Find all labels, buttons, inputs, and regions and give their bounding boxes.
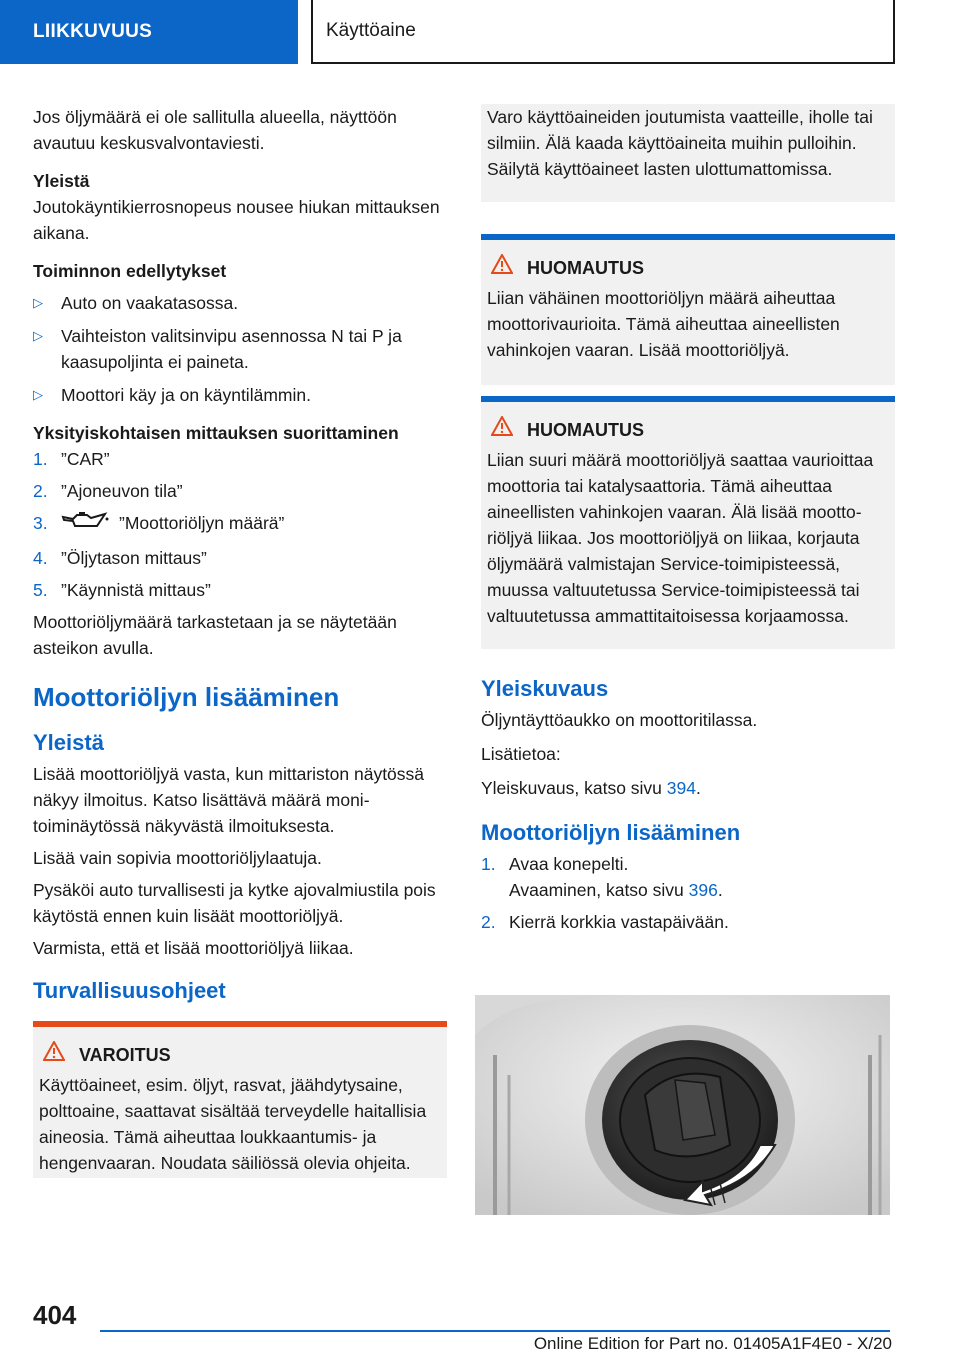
intro-paragraph: Jos öljymäärä ei ole sallitulla alueella, näyttöön avautuu keskusvalvontaviesti. <box>33 107 397 153</box>
step-number: 1. <box>481 854 496 874</box>
warning-continued-box <box>481 104 895 202</box>
step-item <box>33 545 447 571</box>
reference-end: . <box>695 778 701 798</box>
warning-title <box>39 1041 441 1068</box>
oil-filler-cap-illustration <box>475 995 890 1215</box>
general-text: Joutokäyntikierrosnopeus nousee hiukan mittauksen aikana. <box>33 197 440 243</box>
general2-p4: Varmista, että et lisää moottoriöljyä liikaa. <box>33 938 354 958</box>
list-item <box>33 382 447 408</box>
notice-title-text: HUOMAUTUS <box>527 257 644 278</box>
list-item <box>33 290 447 316</box>
step-number: 2. <box>481 912 496 932</box>
section-tab <box>0 0 298 64</box>
steps-list <box>33 446 447 603</box>
left-column <box>33 104 447 1178</box>
step-number: 4. <box>33 548 48 568</box>
notice-title <box>487 416 889 443</box>
warning-triangle-icon <box>487 254 527 281</box>
page-number: 404 <box>33 1300 77 1330</box>
step-text: Kierrä korkkia vastapäivään. <box>509 912 729 932</box>
general2-title: Yleistä <box>33 730 104 755</box>
list-item-text: Vaihteiston valitsinvipu asennossa N tai P ja kaasupoljinta ei paineta. <box>61 326 402 372</box>
overview-text: Öljyntäyttöaukko on moottoritilassa. <box>481 710 758 730</box>
step-text: ”Ajoneuvon tila” <box>61 481 183 501</box>
safety-title: Turvallisuusohjeet <box>33 978 226 1003</box>
step-text: ”Moottoriöljyn määrä” <box>119 513 285 534</box>
step-number: 1. <box>33 449 48 469</box>
page-link-394[interactable]: 394 <box>666 778 696 798</box>
notice-title <box>487 254 889 281</box>
general-title: Yleistä <box>33 171 90 191</box>
result-text: Moottoriöljymäärä tarkastetaan ja se näytetään asteikon avulla. <box>33 612 397 658</box>
step-number: 3. <box>33 513 48 533</box>
triangle-bullet-icon: ▷ <box>33 328 43 343</box>
warning-continued-text: Varo käyttöaineiden joutumista vaatteille, iholle tai silmiin. Älä kaada käyttöaineita muihin pulloihin. Säilytä käyttöaineet lasten ulottumattomissa. <box>487 107 873 179</box>
step-text: Avaa konepelti. <box>509 854 629 874</box>
step-item <box>33 478 447 504</box>
step-item <box>33 510 447 539</box>
right-column <box>481 104 895 941</box>
add-oil-title: Moottoriöljyn lisääminen <box>481 820 741 845</box>
overview-title: Yleiskuvaus <box>481 676 609 701</box>
notice-text: Liian vähäinen moottoriöljyn määrä aiheuttaa moottorivaurioita. Tämä aiheuttaa aineellisten vahinkojen vaaran. Lisää moottoriöljyä. <box>487 288 840 360</box>
main-heading: Moottoriöljyn lisääminen <box>33 682 340 712</box>
triangle-bullet-icon: ▷ <box>33 295 43 310</box>
notice-text: Liian suuri määrä moottoriöljyä saattaa vaurioittaa moottoria tai katalysaattoria. Tämä aiheuttaa aineellisten vahinkojen vaaran. Älä lisää moottoriöljyä liikaa. Jos moottoriöljyä on liikaa, korjauta öljymäärä valmistajan Service-toimipisteessä, muussa valtuutetussa Service-toimipisteessä tai valtuutetussa ammattitaitoisessa korjaamossa. <box>487 450 874 626</box>
general2-p1: Lisää moottoriöljyä vasta, kun mittariston näytössä näkyy ilmoitus. Katso lisättävä määrä monitoiminäytössä näkyvästä ilmoituksesta. <box>33 764 425 836</box>
section-title: LIIKKUVUUS <box>33 21 153 42</box>
step-text: ”CAR” <box>61 449 110 469</box>
step-item <box>33 577 447 603</box>
list-item-text: Moottori käy ja on käyntilämmin. <box>61 385 311 405</box>
detailed-title: Yksityiskohtaisen mittauksen suorittaminen <box>33 423 399 443</box>
chapter-header <box>311 0 895 64</box>
oil-can-icon <box>61 510 109 539</box>
notice-box-1 <box>481 234 895 385</box>
footer-divider <box>100 1330 890 1332</box>
step-number: 2. <box>33 481 48 501</box>
prereq-list <box>33 290 447 408</box>
step-text: ”Öljytason mittaus” <box>61 548 207 568</box>
warning-triangle-icon <box>39 1041 79 1068</box>
more-info-label: Lisätietoa: <box>481 744 561 764</box>
edition-footer: Online Edition for Part no. 01405A1F4E0 - X/20 <box>533 1334 892 1353</box>
step-item <box>33 446 447 472</box>
reference-text: Yleiskuvaus, katso sivu <box>481 778 667 798</box>
notice-box-2 <box>481 396 895 649</box>
page-link-396[interactable]: 396 <box>688 880 718 900</box>
chapter-title: Käyttöaine <box>326 20 416 41</box>
reference-end: . <box>717 880 723 900</box>
add-steps-list <box>481 851 895 935</box>
prereq-title: Toiminnon edellytykset <box>33 261 227 281</box>
step-text: ”Käynnistä mittaus” <box>61 580 211 600</box>
step-item <box>481 909 895 935</box>
step-number: 5. <box>33 580 48 600</box>
warning-title-text: VAROITUS <box>79 1044 171 1065</box>
list-item <box>33 323 447 375</box>
notice-title-text: HUOMAUTUS <box>527 419 644 440</box>
general2-p2: Lisää vain sopivia moottoriöljylaatuja. <box>33 848 322 868</box>
warning-text: Käyttöaineet, esim. öljyt, rasvat, jäähdytysaine, polttoaine, saattavat sisältää terveydelle haitallisia aineosia. Tämä aiheuttaa loukkaantumis- ja hengenvaaran. Noudata säiliössä olevia ohjeita. <box>39 1075 427 1173</box>
overview-reference <box>481 775 895 801</box>
warning-box <box>33 1021 447 1178</box>
general2-p3: Pysäköi auto turvallisesti ja kytke ajovalmiustila pois käytöstä ennen kuin lisäät moottoriöljyä. <box>33 880 436 926</box>
triangle-bullet-icon: ▷ <box>33 387 43 402</box>
warning-triangle-icon <box>487 416 527 443</box>
list-item-text: Auto on vaakatasossa. <box>61 293 239 313</box>
reference-text: Avaaminen, katso sivu <box>509 880 689 900</box>
step-item <box>481 851 895 903</box>
